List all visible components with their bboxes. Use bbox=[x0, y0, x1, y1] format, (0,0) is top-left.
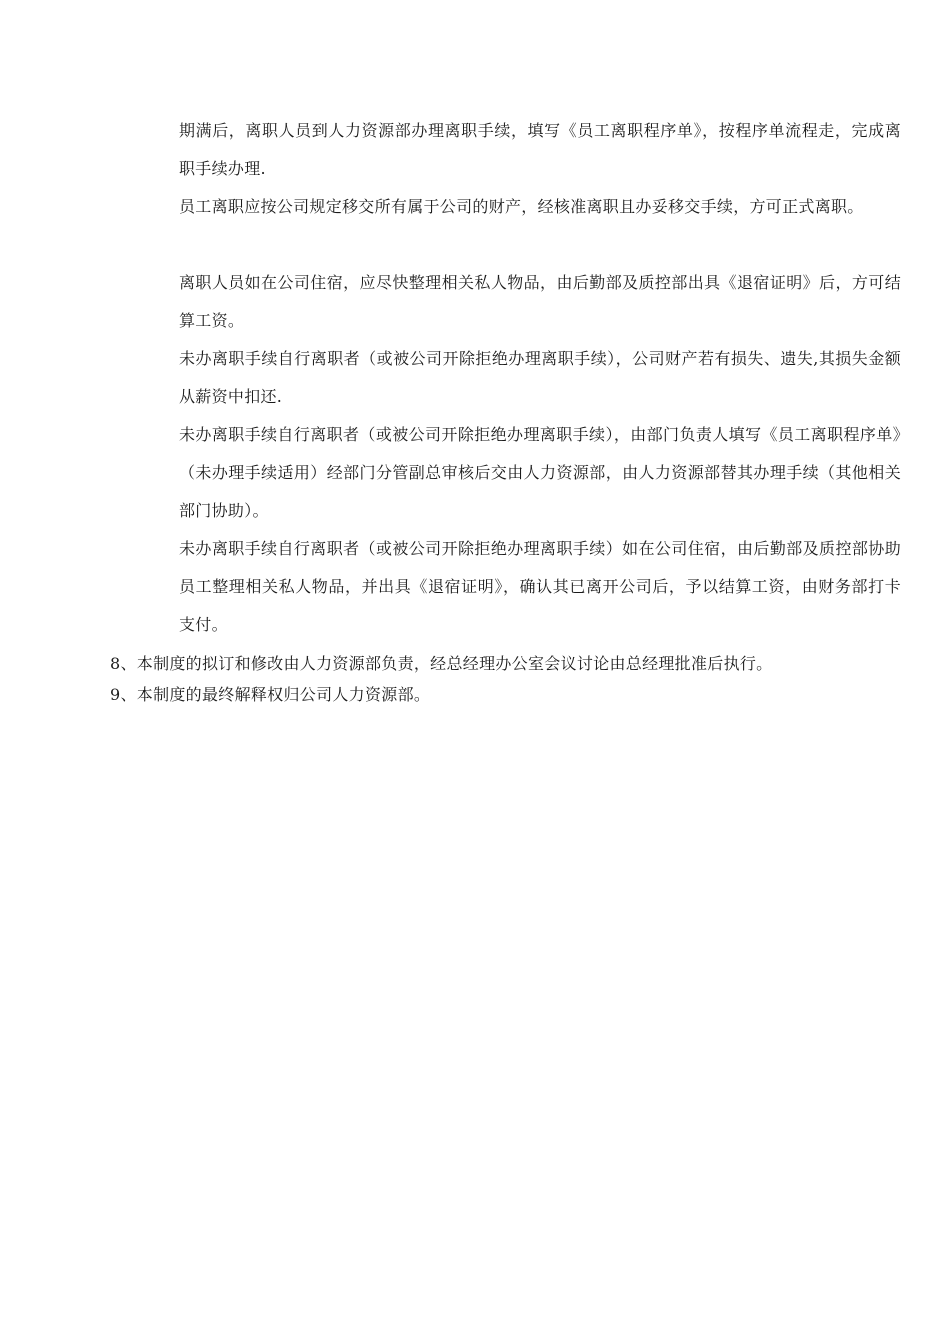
paragraph-loss-deduction: 未办离职手续自行离职者（或被公司开除拒绝办理离职手续），公司财产若有损失、遗失,其损失金额从薪资中扣还. bbox=[179, 349, 901, 406]
paragraph-unprocessed-resignation: 未办离职手续自行离职者（或被公司开除拒绝办理离职手续），由部门负责人填写《员工离职程序单》（未办理手续适用）经部门分管副总审核后交由人力资源部，由人力资源部替其办理手续（其他相关部门协助）。 bbox=[179, 425, 901, 520]
list-item-8: 8、本制度的拟订和修改由人力资源部负责，经总经理办公室会议讨论由总经理批准后执行。 bbox=[110, 654, 773, 673]
paragraph-property-handover: 员工离职应按公司规定移交所有属于公司的财产，经核准离职且办妥移交手续，方可正式离职。 bbox=[179, 197, 864, 216]
paragraph-resignation-procedure: 期满后，离职人员到人力资源部办理离职手续，填写《员工离职程序单》，按程序单流程走，完成离职手续办理. bbox=[179, 121, 901, 178]
paragraph-unprocessed-dormitory: 未办离职手续自行离职者（或被公司开除拒绝办理离职手续）如在公司住宿，由后勤部及质控部协助员工整理相关私人物品，并出具《退宿证明》，确认其已离开公司后，予以结算工资，由财务部打卡支付。 bbox=[179, 539, 901, 634]
paragraph-dormitory-checkout: 离职人员如在公司住宿，应尽快整理相关私人物品，由后勤部及质控部出具《退宿证明》后，方可结算工资。 bbox=[179, 273, 901, 330]
list-item-9: 9、本制度的最终解释权归公司人力资源部。 bbox=[110, 685, 431, 704]
